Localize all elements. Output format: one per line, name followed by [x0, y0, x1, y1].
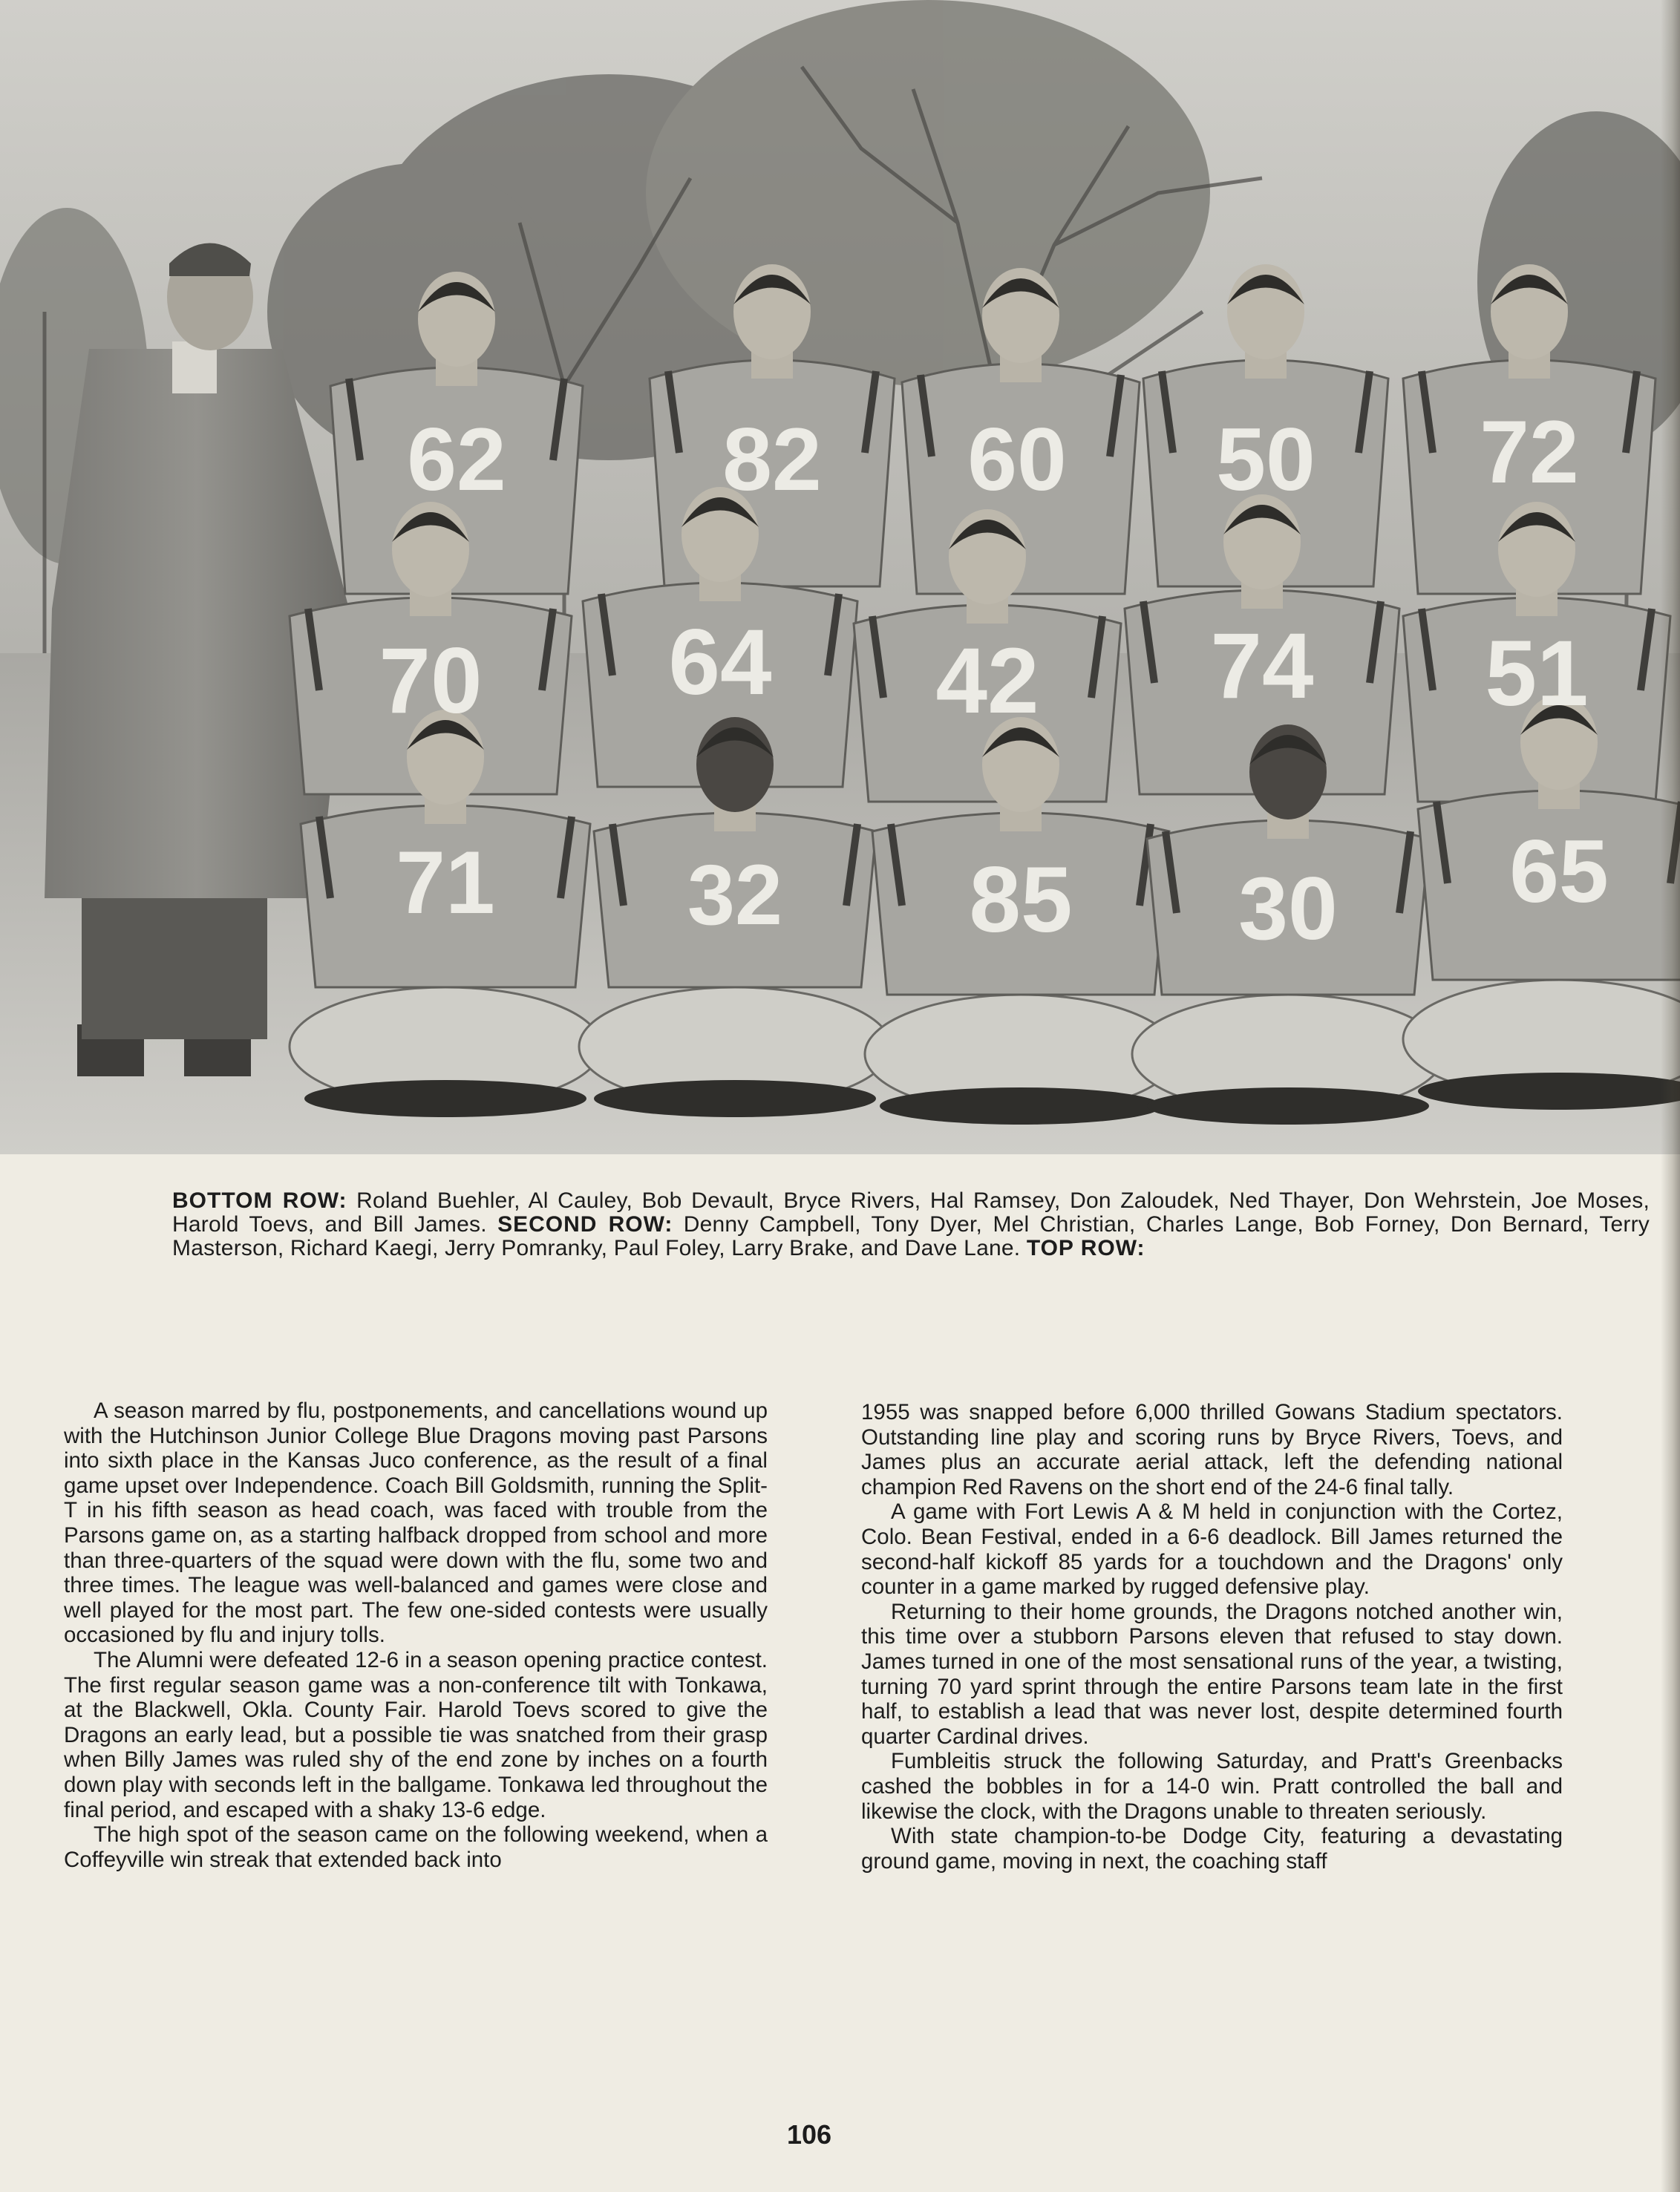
jersey-number-bottom-4: 30	[1238, 859, 1338, 958]
jersey-number-top-1: 62	[407, 410, 506, 509]
paragraph: A game with Fort Lewis A & M held in conjunction with the Cortez, Colo. Bean Festival, ended in a 6-6 deadlock. Bill James returned the second-half kickoff 85 yards for a touchdown and the Dragons' only counter in a game marked by rugged defensive play.	[861, 1499, 1563, 1600]
jersey-number-second-3: 42	[935, 629, 1039, 733]
player-bottom-4-shoes	[1147, 1087, 1429, 1125]
paragraph: A season marred by flu, postponements, and cancellations wound up with the Hutchinson Junior College Blue Dragons moving past Parsons into sixth place in the Kansas Juco conference, as the result of a final game upset over Independence. Coach Bill Goldsmith, running the Split-T in his fifth season as head coach, was faced with trouble from the Parsons game on, as a starting halfback dropped from school and more than three-quarters of the squad were down with the flu, some two and three times. The league was well-balanced and games were close and well played for the most part. The few one-sided contests were usually occasioned by flu and injury tolls.	[64, 1398, 768, 1648]
article-right-column	[861, 1400, 1563, 1874]
caption-second-row-names: Denny Campbell, Tony Dyer, Mel Christian, Charles Lange, Bob Forney, Don Bernard, Terry Masterson, Richard Kaegi, Jerry Pomranky, Paul Foley, Larry Brake, and Dave Lane.	[172, 1212, 1650, 1260]
jersey-number-second-5: 51	[1485, 622, 1589, 725]
caption-bottom-row-label: BOTTOM ROW:	[172, 1188, 347, 1213]
jersey-number-bottom-1: 71	[396, 833, 495, 932]
jersey-number-top-4: 50	[1216, 410, 1315, 509]
paragraph: The Alumni were defeated 12-6 in a season opening practice contest. The first regular season game was a non-conference tilt with Tonkawa, at the Blackwell, Okla. County Fair. Harold Toevs scored to give the Dragons an early lead, but a possible tie was snatched from their grasp when Billy James was ruled shy of the end zone by inches on a fourth down play with seconds left in the ballgame. Tonkawa led throughout the final period, and escaped with a shaky 13-6 edge.	[64, 1647, 768, 1822]
caption-second-row-label: SECOND ROW:	[497, 1212, 673, 1237]
paragraph: The high spot of the season came on the following weekend, when a Coffeyville win streak that extended back into	[64, 1822, 768, 1872]
jersey-number-top-3: 60	[967, 410, 1067, 509]
jersey-number-bottom-5: 65	[1509, 822, 1609, 921]
photo-caption	[172, 1189, 1650, 1260]
caption-top-row-label: TOP ROW:	[1026, 1236, 1145, 1260]
jersey-number-second-4: 74	[1210, 615, 1314, 718]
player-bottom-2-shoes	[594, 1080, 876, 1117]
paragraph-continued: 1955 was snapped before 6,000 thrilled Gowans Stadium spectators. Outstanding line play and scoring runs by Bryce Rivers, Toevs, and James plus an accurate aerial attack, left the defending national champion Red Ravens on the short end of the 24-6 final tally.	[861, 1400, 1563, 1499]
paragraph: With state champion-to-be Dodge City, featuring a devastating ground game, moving in next, the coaching staff	[861, 1824, 1563, 1874]
jersey-number-top-2: 82	[722, 410, 822, 509]
player-bottom-3-shoes	[880, 1087, 1162, 1125]
jersey-number-second-1: 70	[379, 629, 483, 733]
player-bottom-1-shoes	[304, 1080, 586, 1117]
jersey-number-bottom-2: 32	[687, 848, 782, 943]
paragraph: Fumbleitis struck the following Saturday, and Pratt's Greenbacks cashed the bobbles in for a 14-0 win. Pratt controlled the ball and likewise the clock, with the Dragons unable to threaten seriously.	[861, 1749, 1563, 1824]
jersey-number-top-5: 72	[1480, 402, 1579, 502]
page-binding-shadow	[1661, 0, 1680, 2192]
article-left-column	[64, 1398, 768, 1872]
page-number: 106	[786, 2119, 832, 2150]
caption-bottom-row-names: Roland Buehler, Al Cauley, Bob Devault, Bryce Rivers, Hal Ramsey, Don Zaloudek, Ned Thayer, Don Wehrstein, Joe Moses, Harold Toevs, and Bill James.	[172, 1188, 1650, 1237]
paragraph: Returning to their home grounds, the Dragons notched another win, this time over a stubborn Parsons eleven that refused to stay down. James turned in one of the most sensational runs of the year, a twisting, turning 70 yard sprint through the entire Parsons team late in the first half, to establish a lead that was never lost, despite determined fourth quarter Cardinal drives.	[861, 1599, 1563, 1749]
jersey-number-bottom-3: 85	[969, 848, 1073, 952]
jersey-number-second-2: 64	[668, 611, 772, 714]
